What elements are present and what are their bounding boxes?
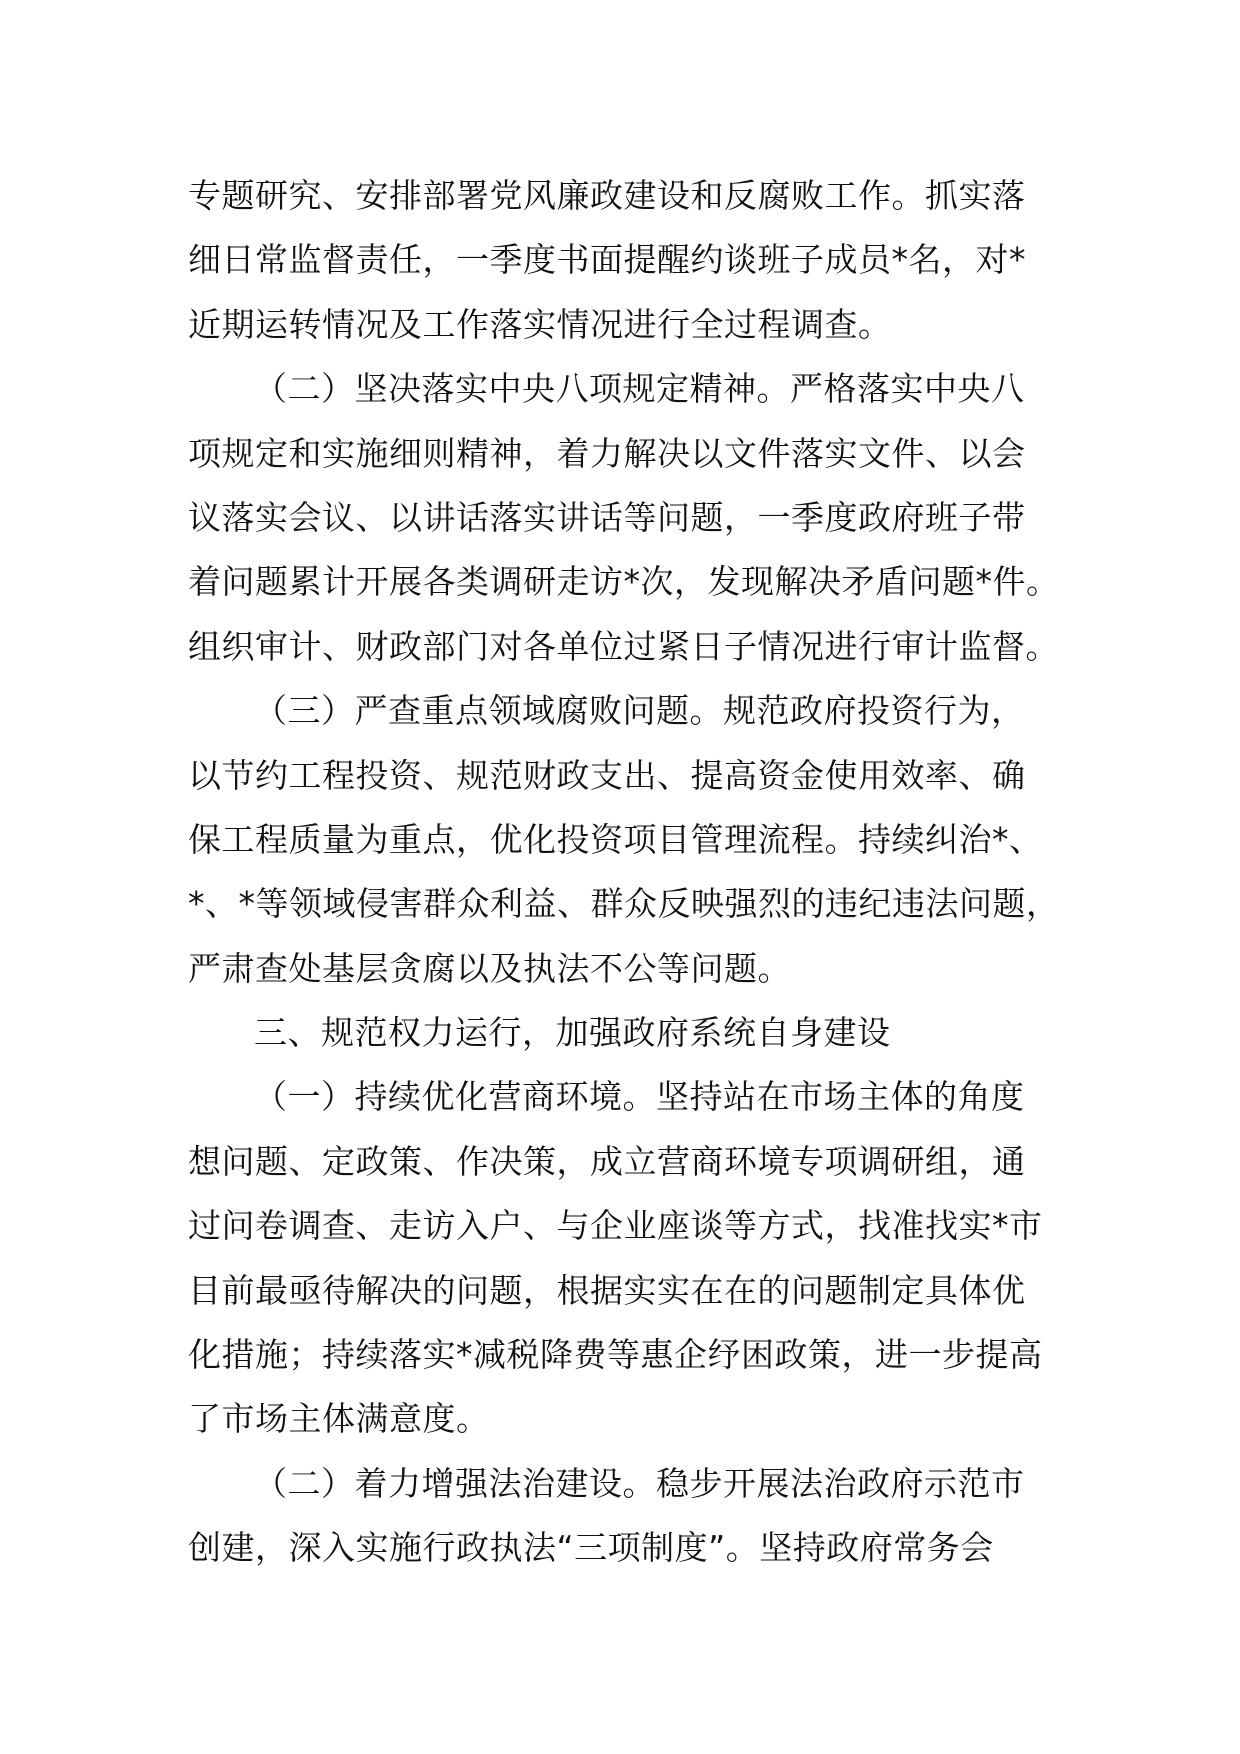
section-heading: 三、规范权力运行，加强政府系统自身建设 <box>254 1013 891 1053</box>
text-line: 创建，深入实施行政执法“三项制度”。坚持政府常务会 <box>188 1528 994 1568</box>
text-line: 化措施；持续落实*减税降费等惠企纾困政策，进一步提高 <box>188 1335 1043 1375</box>
text-line: 了市场主体满意度。 <box>188 1399 490 1439</box>
document-body <box>188 164 1068 1581</box>
paragraph-heading-line: （二）着力增强法治建设。稳步开展法治政府示范市 <box>254 1463 1025 1503</box>
text-line: 过问卷调查、走访入户、与企业座谈等方式，找准找实*市 <box>188 1206 1043 1246</box>
text-line: 以节约工程投资、规范财政支出、提高资金使用效率、确 <box>188 755 1026 795</box>
text-line: 近期运转情况及工作落实情况进行全过程调查。 <box>188 304 892 344</box>
text-line: 专题研究、安排部署党风廉政建设和反腐败工作。抓实落 <box>188 176 1026 215</box>
text-line: 细日常监督责任，一季度书面提醒约谈班子成员*名，对* <box>188 240 1026 280</box>
paragraph-heading-line: （一）持续优化营商环境。坚持站在市场主体的角度 <box>254 1077 1025 1117</box>
text-line: 目前最亟待解决的问题，根据实实在在的问题制定具体优 <box>188 1270 1026 1310</box>
text-line: 想问题、定政策、作决策，成立营商环境专项调研组，通 <box>188 1141 1026 1181</box>
text-line: 项规定和实施细则精神，着力解决以文件落实文件、以会 <box>188 433 1026 473</box>
text-line: 议落实会议、以讲话落实讲话等问题，一季度政府班子带 <box>188 497 1026 537</box>
paragraph-heading-line: （三）严查重点领域腐败问题。规范政府投资行为， <box>254 691 1025 731</box>
text-line: 组织审计、财政部门对各单位过紧日子情况进行审计监督。 <box>188 626 1059 666</box>
text-line: 保工程质量为重点，优化投资项目管理流程。持续纠治*、 <box>188 819 1043 859</box>
text-line: 着问题累计开展各类调研走访*次，发现解决矛盾问题*件。 <box>188 562 1060 602</box>
text-line: 严肃查处基层贪腐以及执法不公等问题。 <box>188 948 791 988</box>
paragraph-heading-line: （二）坚决落实中央八项规定精神。严格落实中央八 <box>254 369 1025 409</box>
text-line: *、*等领域侵害群众利益、群众反映强烈的违纪违法问题， <box>188 884 1060 924</box>
